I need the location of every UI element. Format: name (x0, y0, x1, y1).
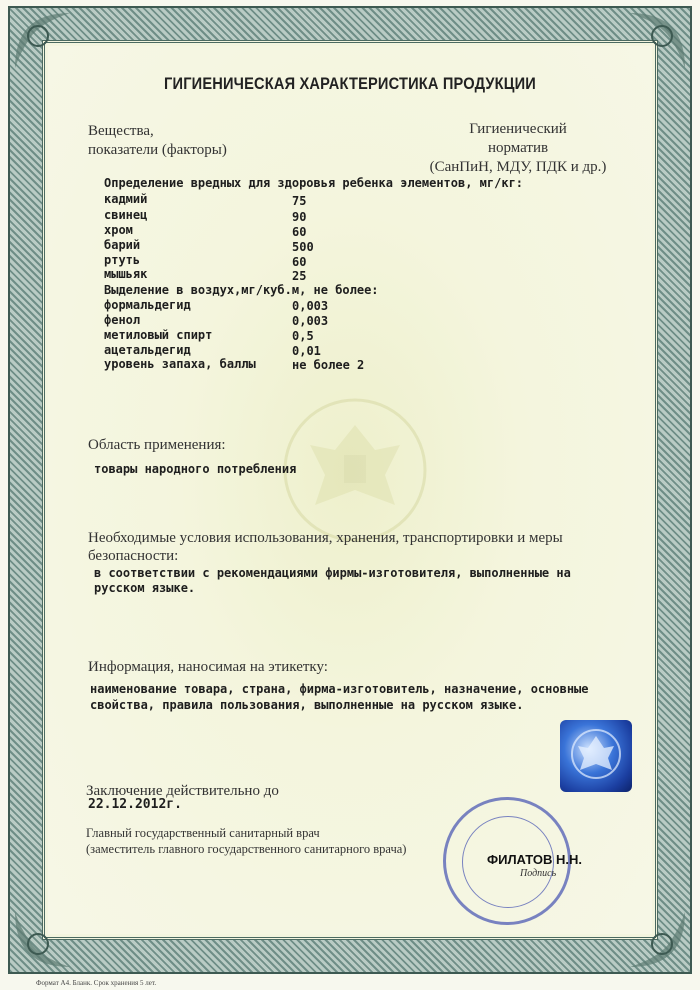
corner-ornament-icon (620, 8, 690, 78)
element-name: свинец (104, 208, 148, 222)
element-name: ртуть (104, 253, 141, 267)
column-header-line: норматив (487, 140, 549, 156)
label-info-value-line: свойства, правила пользования, выполненные на русском языке. (90, 698, 524, 712)
corner-ornament-icon (10, 902, 80, 972)
column-header-norm (420, 120, 616, 177)
air-substance-value: 0,003 (292, 299, 329, 313)
conditions-value-line: русском языке. (94, 581, 196, 595)
element-value: 90 (292, 210, 307, 224)
column-header-line: показатели (факторы) (88, 142, 227, 158)
element-value: 75 (292, 194, 307, 208)
element-value: 60 (292, 255, 307, 269)
air-substance-name: ацетальдегид (104, 343, 191, 357)
validity-date: 22.12.2012г. (88, 797, 182, 812)
column-header-substances (88, 122, 227, 160)
coat-of-arms-watermark-icon (280, 395, 430, 545)
column-header-line: Вещества, (88, 123, 154, 139)
corner-ornament-icon (620, 902, 690, 972)
element-value: 60 (292, 225, 307, 239)
air-substance-name: фенол (104, 313, 141, 327)
air-substance-value: не более 2 (292, 358, 365, 372)
element-name: мышьяк (104, 267, 148, 281)
conditions-label-line: Необходимые условия использования, хранения, транспортировки и меры (88, 530, 563, 546)
column-header-line: (СанПиН, МДУ, ПДК и др.) (429, 159, 607, 175)
label-info-label: Информация, наносимая на этикетку: (88, 659, 328, 675)
scope-value: товары народного потребления (94, 462, 297, 476)
scope-label: Область применения: (88, 437, 226, 453)
conditions-label-line: безопасности: (88, 548, 179, 564)
air-substance-value: 0,003 (292, 314, 329, 328)
column-header-line: Гигиенический (469, 121, 567, 137)
signature-caption: Подпись (520, 868, 557, 879)
section-harmful-elements-header: Определение вредных для здоровья ребенка элементов, мг/кг: (104, 176, 524, 190)
element-name: барий (104, 238, 141, 252)
hologram-seal-icon (560, 720, 632, 792)
label-info-value-line: наименование товара, страна, фирма-изготовитель, назначение, основные (90, 682, 589, 696)
document-title: ГИГИЕНИЧЕСКАЯ ХАРАКТЕРИСТИКА ПРОДУКЦИИ (164, 74, 536, 93)
signer-title-line: (заместитель главного государственного санитарного врача) (86, 842, 407, 856)
validity-label: Заключение действительно до (86, 783, 279, 799)
conditions-value-line: в соответствии с рекомендациями фирмы-изготовителя, выполненные на (94, 566, 571, 580)
air-substance-value: 0,5 (292, 329, 314, 343)
element-value: 500 (292, 240, 314, 254)
section-air-emission-header: Выделение в воздух,мг/куб.м, не более: (104, 283, 379, 297)
corner-ornament-icon (10, 8, 80, 78)
signer-name: ФИЛАТОВ Н.Н. (487, 852, 583, 867)
air-substance-value: 0,01 (292, 344, 321, 358)
element-value: 25 (292, 269, 307, 283)
signer-title-line: Главный государственный санитарный врач (86, 826, 320, 840)
form-footer-note: Формат А4. Бланк. Срок хранения 5 лет. (36, 979, 157, 987)
element-name: хром (104, 223, 133, 237)
air-substance-name: формальдегид (104, 298, 191, 312)
air-substance-name: уровень запаха, баллы (104, 357, 256, 371)
element-name: кадмий (104, 192, 148, 206)
air-substance-name: метиловый спирт (104, 328, 213, 342)
